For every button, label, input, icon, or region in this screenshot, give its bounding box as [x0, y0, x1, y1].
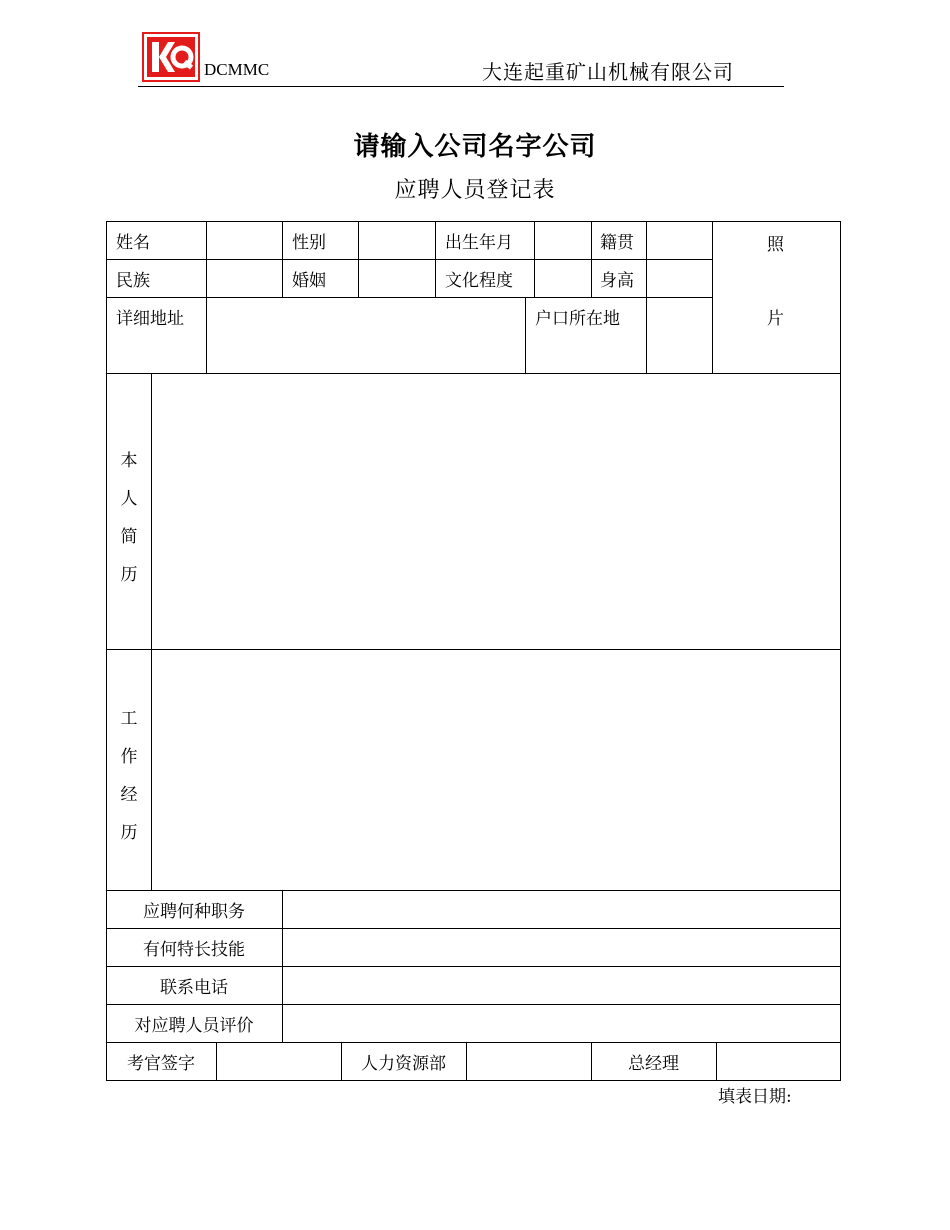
- height-field[interactable]: [647, 260, 712, 297]
- form-border-right: [840, 221, 841, 1081]
- photo-label-1: 照: [767, 235, 784, 255]
- resume-section-label: [119, 442, 139, 594]
- photo-label-2: 片: [767, 309, 784, 329]
- logo-abbreviation: DCMMC: [204, 60, 270, 79]
- work-char: 工: [120, 709, 138, 729]
- work-experience-field[interactable]: [152, 650, 840, 890]
- position-field[interactable]: [283, 891, 840, 928]
- education-field[interactable]: [535, 260, 591, 297]
- resume-field[interactable]: [152, 374, 840, 649]
- education-label: 文化程度: [445, 271, 513, 291]
- gm-signature-field[interactable]: [717, 1043, 840, 1080]
- address-label: 详细地址: [116, 309, 184, 329]
- gm-label: 总经理: [628, 1054, 679, 1074]
- phone-field[interactable]: [283, 967, 840, 1004]
- fill-date-label: 填表日期:: [718, 1087, 792, 1107]
- hr-signature-field[interactable]: [467, 1043, 591, 1080]
- col-divider: [591, 221, 592, 297]
- household-field[interactable]: [647, 298, 712, 373]
- resume-char: 本: [120, 451, 138, 471]
- form-border-bottom: [106, 1080, 841, 1081]
- skills-field[interactable]: [283, 929, 840, 966]
- marital-label: 婚姻: [292, 271, 326, 291]
- work-char: 历: [120, 823, 138, 843]
- document-title: 请输入公司名字公司: [353, 132, 597, 162]
- name-field[interactable]: [207, 222, 282, 259]
- gender-label: 性别: [292, 233, 326, 253]
- birth-label: 出生年月: [445, 233, 513, 253]
- ethnicity-label: 民族: [116, 271, 150, 291]
- origin-field[interactable]: [647, 222, 712, 259]
- resume-char: 简: [120, 527, 138, 547]
- height-label: 身高: [600, 271, 634, 291]
- resume-char: 历: [120, 565, 138, 585]
- examiner-label: 考官签字: [127, 1054, 195, 1074]
- work-char: 经: [120, 785, 138, 805]
- company-name: 大连起重矿山机械有限公司: [482, 60, 734, 84]
- document-header: [138, 30, 784, 87]
- position-label: 应聘何种职务: [143, 902, 245, 922]
- col-divider: [435, 221, 436, 297]
- skills-label: 有何特长技能: [143, 940, 245, 960]
- ethnicity-field[interactable]: [207, 260, 282, 297]
- gender-field[interactable]: [359, 222, 435, 259]
- birth-field[interactable]: [535, 222, 591, 259]
- hr-label: 人力资源部: [361, 1054, 446, 1074]
- resume-char: 人: [120, 489, 138, 509]
- origin-label: 籍贯: [600, 233, 634, 253]
- examiner-signature-field[interactable]: [217, 1043, 341, 1080]
- company-logo: [142, 32, 200, 82]
- household-label: 户口所在地: [535, 309, 620, 329]
- phone-label: 联系电话: [160, 978, 228, 998]
- col-divider: [282, 221, 283, 297]
- address-field[interactable]: [207, 298, 525, 373]
- col-divider: [525, 297, 526, 373]
- work-section-label: [119, 700, 139, 852]
- document-subtitle: 应聘人员登记表: [394, 178, 556, 203]
- name-label: 姓名: [116, 233, 150, 253]
- evaluation-field[interactable]: [283, 1005, 840, 1042]
- registration-form: [106, 221, 841, 1081]
- work-char: 作: [120, 747, 138, 767]
- marital-field[interactable]: [359, 260, 435, 297]
- evaluation-label: 对应聘人员评价: [134, 1016, 254, 1036]
